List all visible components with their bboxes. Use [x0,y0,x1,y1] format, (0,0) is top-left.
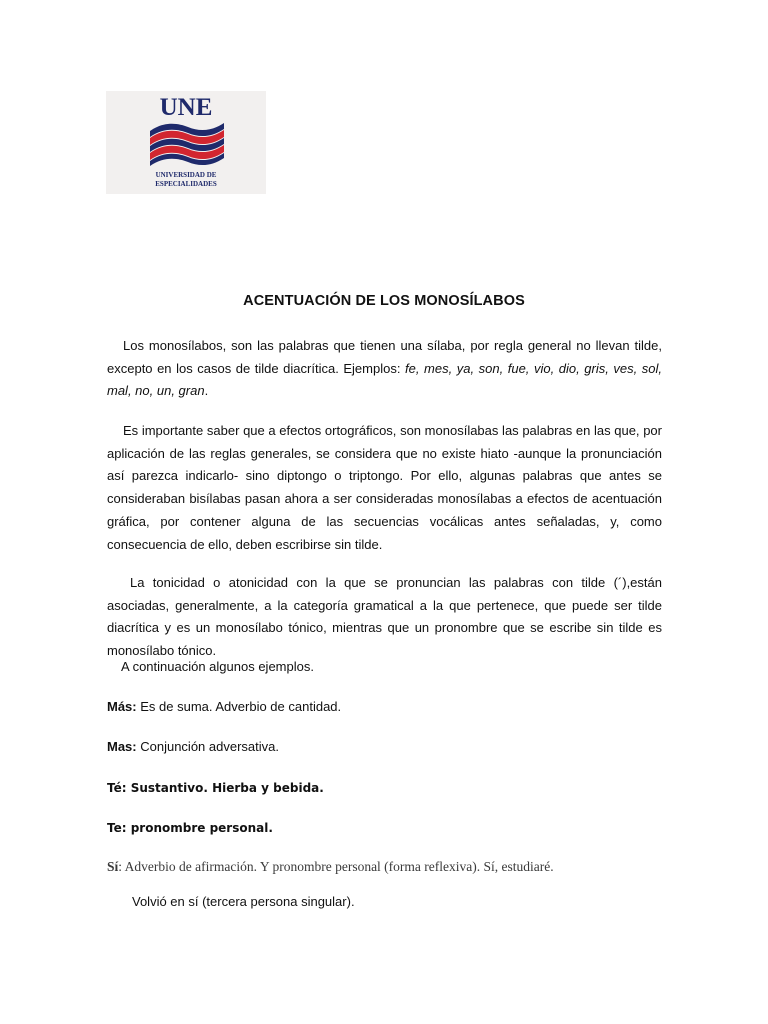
example-term: Más: [107,699,137,714]
une-emblem [106,91,266,194]
examples-intro: A continuación algunos ejemplos. [121,659,314,674]
example-si [107,859,554,875]
flag-waves [150,123,224,166]
paragraph-1 [107,335,662,403]
example-desc: : Adverbio de afirmación. Y pronombre personal (forma reflexiva). Sí, estudiaré. [118,859,554,874]
example-term: Te: [107,821,127,835]
example-term: Mas: [107,739,137,754]
paragraph-3 [107,572,662,663]
example-te-accent [107,781,324,795]
logo-acronym: UNE [159,94,213,121]
example-mas-accent [107,699,341,714]
logo-line1: UNIVERSIDAD DE [155,171,217,179]
example-term: Sí [107,859,119,874]
paragraph-3-text: La tonicidad o atonicidad con la que se pronuncian las palabras con tilde (´),están asociadas, generalmente, a la categoría gramatical a la que pertenece, que puede ser tilde diacrítica y es un monosílabo tónico, mientras que un pronombre que se escribe sin tilde es monosílabo tónico. [107,575,662,659]
paragraph-1-examples: fe, mes, ya, son, fue, vio, dio, gris, ves, sol, mal, no, un, gran [107,360,662,399]
example-volvio: Volvió en sí (tercera persona singular). [132,894,355,909]
example-desc: Conjunción adversativa. [136,739,279,754]
paragraph-2-text: Es importante saber que a efectos ortográficos, son monosílabas las palabras en las que, por aplicación de las reglas generales, se considera que no existe hiato -aunque la pronunciación así parezca indicarlo- sino diptongo o triptongo. Por ello, algunas palabras que antes se consideraban bisílabas pasan ahora a ser consideradas monosílabas a efectos de acentuación gráfica, por contener alguna de las secuencias vocálicas antes señaladas, y, como consecuencia de ello, deben escribirse sin tilde. [107,423,662,552]
example-desc: pronombre personal. [126,821,273,835]
example-te [107,821,273,835]
example-desc: Es de suma. Adverbio de cantidad. [136,699,342,714]
example-term: Té: [107,781,127,795]
document-title: ACENTUACIÓN DE LOS MONOSÍLABOS [243,293,525,309]
paragraph-2 [107,420,662,556]
paragraph-1-end: . [204,383,209,399]
example-mas [107,739,279,754]
logo-line2: ESPECIALIDADES [155,180,217,188]
paragraph-1-text: Los monosílabos, son las palabras que tienen una sílaba, por regla general no llevan tilde, excepto en los casos de tilde diacrítica. Ejemplos: [107,338,662,376]
example-desc: Sustantivo. Hierba y bebida. [126,781,324,795]
university-logo [106,91,266,194]
